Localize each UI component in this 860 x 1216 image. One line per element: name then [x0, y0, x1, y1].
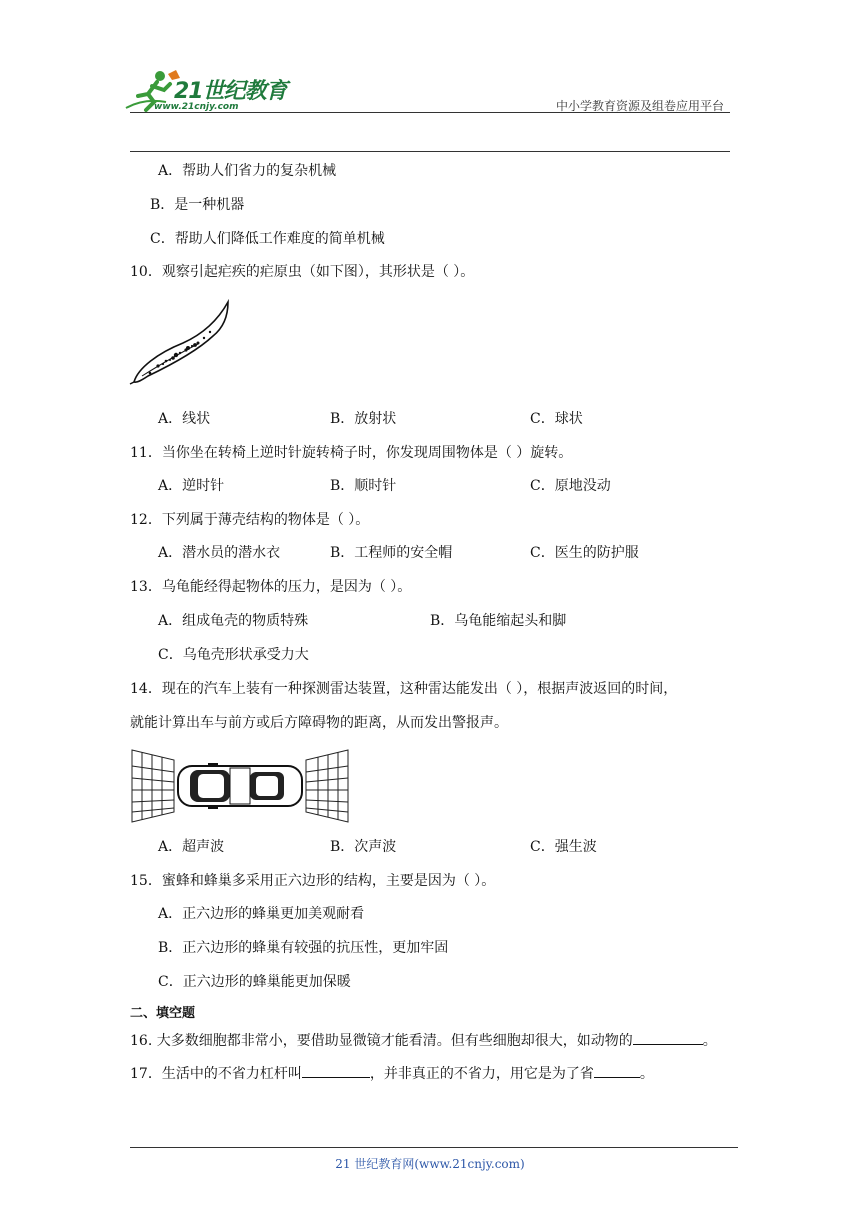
q15-option-a: A．正六边形的蜂巢更加美观耐看 — [158, 906, 365, 922]
q17-end: 。 — [639, 1066, 654, 1082]
plasmodium-illustration — [128, 298, 238, 388]
q15-stem: 15．蜜蜂和蜂巢多采用正六边形的结构，主要是因为（ ）。 — [130, 873, 496, 889]
q12-stem: 12．下列属于薄壳结构的物体是（ ）。 — [130, 512, 370, 528]
q12-option-a: A．潜水员的潜水衣 — [158, 545, 281, 561]
q13-option-b: B．乌龟能缩起头和脚 — [430, 613, 567, 629]
q16-line — [130, 1030, 717, 1050]
q9-option-b: B．是一种机器 — [150, 197, 245, 213]
q12-option-c: C．医生的防护服 — [530, 545, 639, 561]
logo-text: 21世纪教育 — [174, 79, 287, 104]
q10-option-c: C．球状 — [530, 411, 583, 427]
q17-part2: ，并非真正的不省力，用它是为了省 — [369, 1066, 594, 1082]
q13-option-a: A．组成龟壳的物质特殊 — [158, 613, 309, 629]
q17-part1: 17．生活中的不省力杠杆叫 — [130, 1066, 302, 1082]
footer-text: 21 世纪教育网(www.21cnjy.com) — [335, 1157, 525, 1171]
header — [0, 0, 860, 120]
q13-stem: 13．乌龟能经得起物体的压力，是因为（ ）。 — [130, 579, 412, 595]
q11-stem: 11．当你坐在转椅上逆时针旋转椅子时，你发现周围物体是（ ）旋转。 — [130, 445, 573, 461]
car-radar-illustration — [130, 746, 350, 826]
q10-option-b: B．放射状 — [330, 411, 397, 427]
q16-answer-blank[interactable] — [633, 1030, 703, 1045]
logo-url: www.21cnjy.com — [154, 102, 239, 112]
q17-answer-blank-1[interactable] — [302, 1063, 370, 1078]
q9-option-c: C．帮助人们降低工作难度的简单机械 — [150, 231, 385, 247]
q13-option-c: C．乌龟壳形状承受力大 — [158, 647, 309, 663]
q11-option-c: C．原地没动 — [530, 478, 611, 494]
q16-end: 。 — [702, 1033, 717, 1049]
q15-option-c: C．正六边形的蜂巢能更加保暖 — [158, 974, 351, 990]
q11-option-b: B．顺时针 — [330, 478, 397, 494]
q10-stem: 10．观察引起疟疾的疟原虫（如下图），其形状是（ ）。 — [130, 264, 475, 280]
q14-option-c: C．强生波 — [530, 839, 597, 855]
top-divider — [130, 151, 730, 152]
header-divider — [130, 112, 730, 113]
platform-name: 中小学教育资源及组卷应用平台 — [555, 99, 724, 113]
q14-option-a: A．超声波 — [158, 839, 225, 855]
q14-stem-line1: 14．现在的汽车上装有一种探测雷达装置，这种雷达能发出（ ），根据声波返回的时间， — [130, 681, 678, 697]
q17-answer-blank-2[interactable] — [594, 1063, 640, 1078]
q16-text: 16. 大多数细胞都非常小，要借助显微镜才能看清。但有些细胞却很大，如动物的 — [130, 1033, 633, 1049]
q10-option-a: A．线状 — [158, 411, 211, 427]
q12-option-b: B．工程师的安全帽 — [330, 545, 453, 561]
footer-divider — [130, 1147, 738, 1148]
q14-stem-line2: 就能计算出车与前方或后方障碍物的距离，从而发出警报声。 — [130, 715, 508, 731]
q15-option-b: B．正六边形的蜂巢有较强的抗压性，更加牢固 — [158, 940, 449, 956]
site-logo — [124, 68, 294, 116]
section-title: 二、填空题 — [130, 1006, 196, 1021]
q17-line — [130, 1063, 654, 1083]
q14-option-b: B．次声波 — [330, 839, 397, 855]
q9-option-a: A．帮助人们省力的复杂机械 — [158, 163, 337, 179]
q11-option-a: A．逆时针 — [158, 478, 225, 494]
